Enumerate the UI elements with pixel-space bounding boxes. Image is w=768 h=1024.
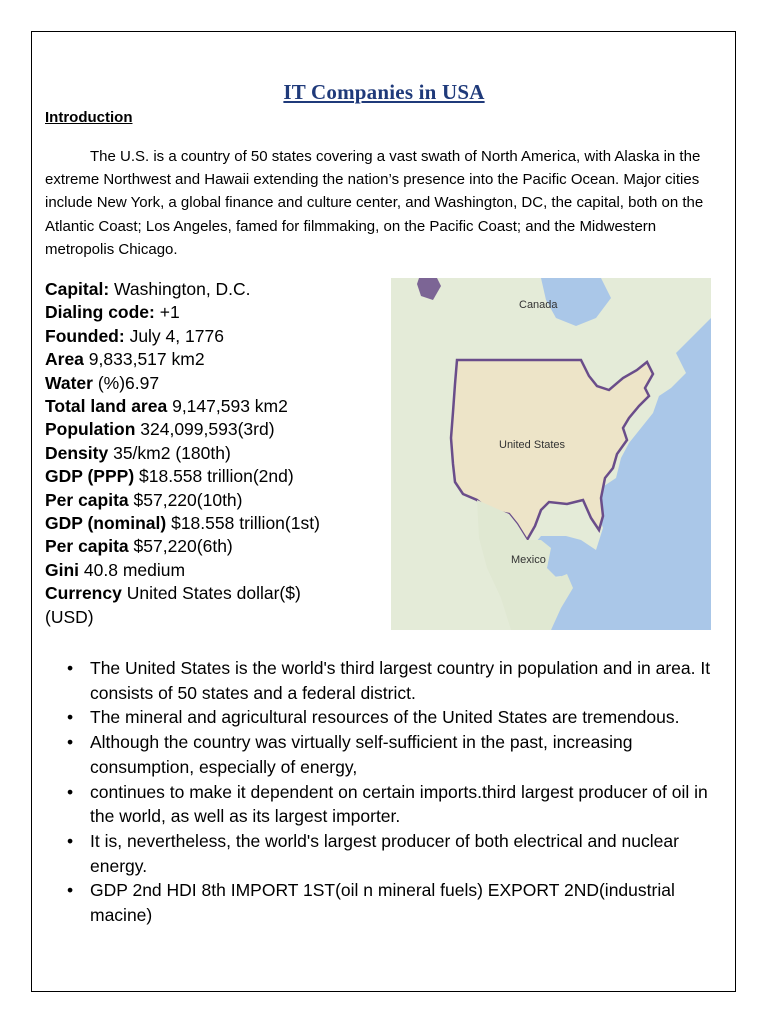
map-label-mexico: Mexico [511,554,546,566]
list-item [45,656,715,705]
bullet-icon: • [67,781,74,802]
intro-heading: Introduction [45,109,133,126]
fact-row [45,512,385,535]
fact-label: Area [45,349,84,370]
bullet-list [45,656,715,928]
list-item-text: GDP 2nd HDI 8th IMPORT 1ST(oil n mineral fuels) EXPORT 2ND(industrial macine) [90,880,675,925]
fact-value: 35/km2 (180th) [108,442,231,463]
fact-row [45,278,385,301]
fact-value: $18.558 trillion(2nd) [134,466,294,487]
fact-label: Density [45,442,109,463]
fact-row [45,442,385,465]
fact-label: Currency [45,583,122,604]
list-item [45,730,715,779]
bullet-icon: • [67,707,74,728]
list-item-text: continues to make it dependent on certain imports.third largest producer of oil in the world, as well as its largest importer. [90,781,708,827]
list-item-text: Although the country was virtually self-sufficient in the past, increasing consumption, especially of energy, [90,732,633,777]
list-item [45,780,715,829]
fact-row [45,372,385,395]
bullet-icon: • [67,732,74,753]
fact-value: 9,833,517 km2 [83,349,205,370]
fact-value: $57,220(10th) [128,489,243,510]
fact-label: Capital: [45,279,110,299]
bullet-icon: • [67,658,74,678]
fact-row [45,395,385,418]
list-item-text: The mineral and agricultural resources of the United States are tremendous. [90,707,680,728]
fact-value: United States dollar($) [121,583,301,604]
list-item-text: The United States is the world's third largest country in population and in area. It consists of 50 states and a federal district. [90,658,711,703]
fact-label: Population [45,419,136,440]
fact-label: Dialing code: [45,302,155,323]
list-item [45,878,715,927]
fact-value: $57,220(6th) [128,536,233,557]
fact-row [45,489,385,512]
fact-value: +1 [154,302,180,323]
fact-label: Per capita [45,536,129,557]
fact-row [45,535,385,558]
fact-value: 9,147,593 km2 [167,396,288,417]
fact-row [45,325,385,348]
bullet-icon: • [67,880,74,901]
fact-label: GDP (nominal) [45,513,167,534]
fact-label: Total land area [45,396,168,417]
fact-row [45,418,385,441]
fact-label: Per capita [45,489,129,510]
list-item [45,705,715,730]
map-label-canada: Canada [519,299,558,311]
fact-value: (%)6.97 [92,372,160,393]
fact-row [45,559,385,582]
fact-value: Washington, D.C. [109,279,251,299]
list-item [45,829,715,878]
fact-row [45,348,385,371]
fact-value: 324,099,593(3rd) [135,419,275,440]
fact-value: $18.558 trillion(1st) [166,513,320,534]
fact-label: GDP (PPP) [45,466,135,487]
intro-text: The U.S. is a country of 50 states covering a vast swath of North America, with Alaska in the extreme Northwest and Hawaii extending the nation’s presence into the Pacific Ocean. Major cities include New York, a global finance and culture center, and Washington, DC, the capital, both on the Atlantic Coast; Los Angeles, famed for filmmaking, on the Pacific Coast; and the Midwestern metropolis Chicago. [45,148,704,258]
fact-label: Water [45,372,93,393]
page-title: IT Companies in USA [283,80,485,104]
fact-row [45,301,385,324]
facts-list [45,278,385,629]
fact-row [45,606,385,629]
bullet-icon: • [67,831,74,852]
fact-label: Founded: [45,325,125,346]
intro-paragraph [45,145,715,261]
fact-row [45,465,385,488]
map-label-usa: United States [499,439,566,451]
fact-label: Gini [45,559,80,580]
fact-value: (USD) [45,606,94,627]
north-america-map [391,278,711,630]
fact-value: July 4, 1776 [124,325,224,346]
fact-value: 40.8 medium [79,559,186,580]
list-item-text: It is, nevertheless, the world's largest producer of both electrical and nuclear energy. [90,831,679,876]
fact-row [45,582,385,605]
